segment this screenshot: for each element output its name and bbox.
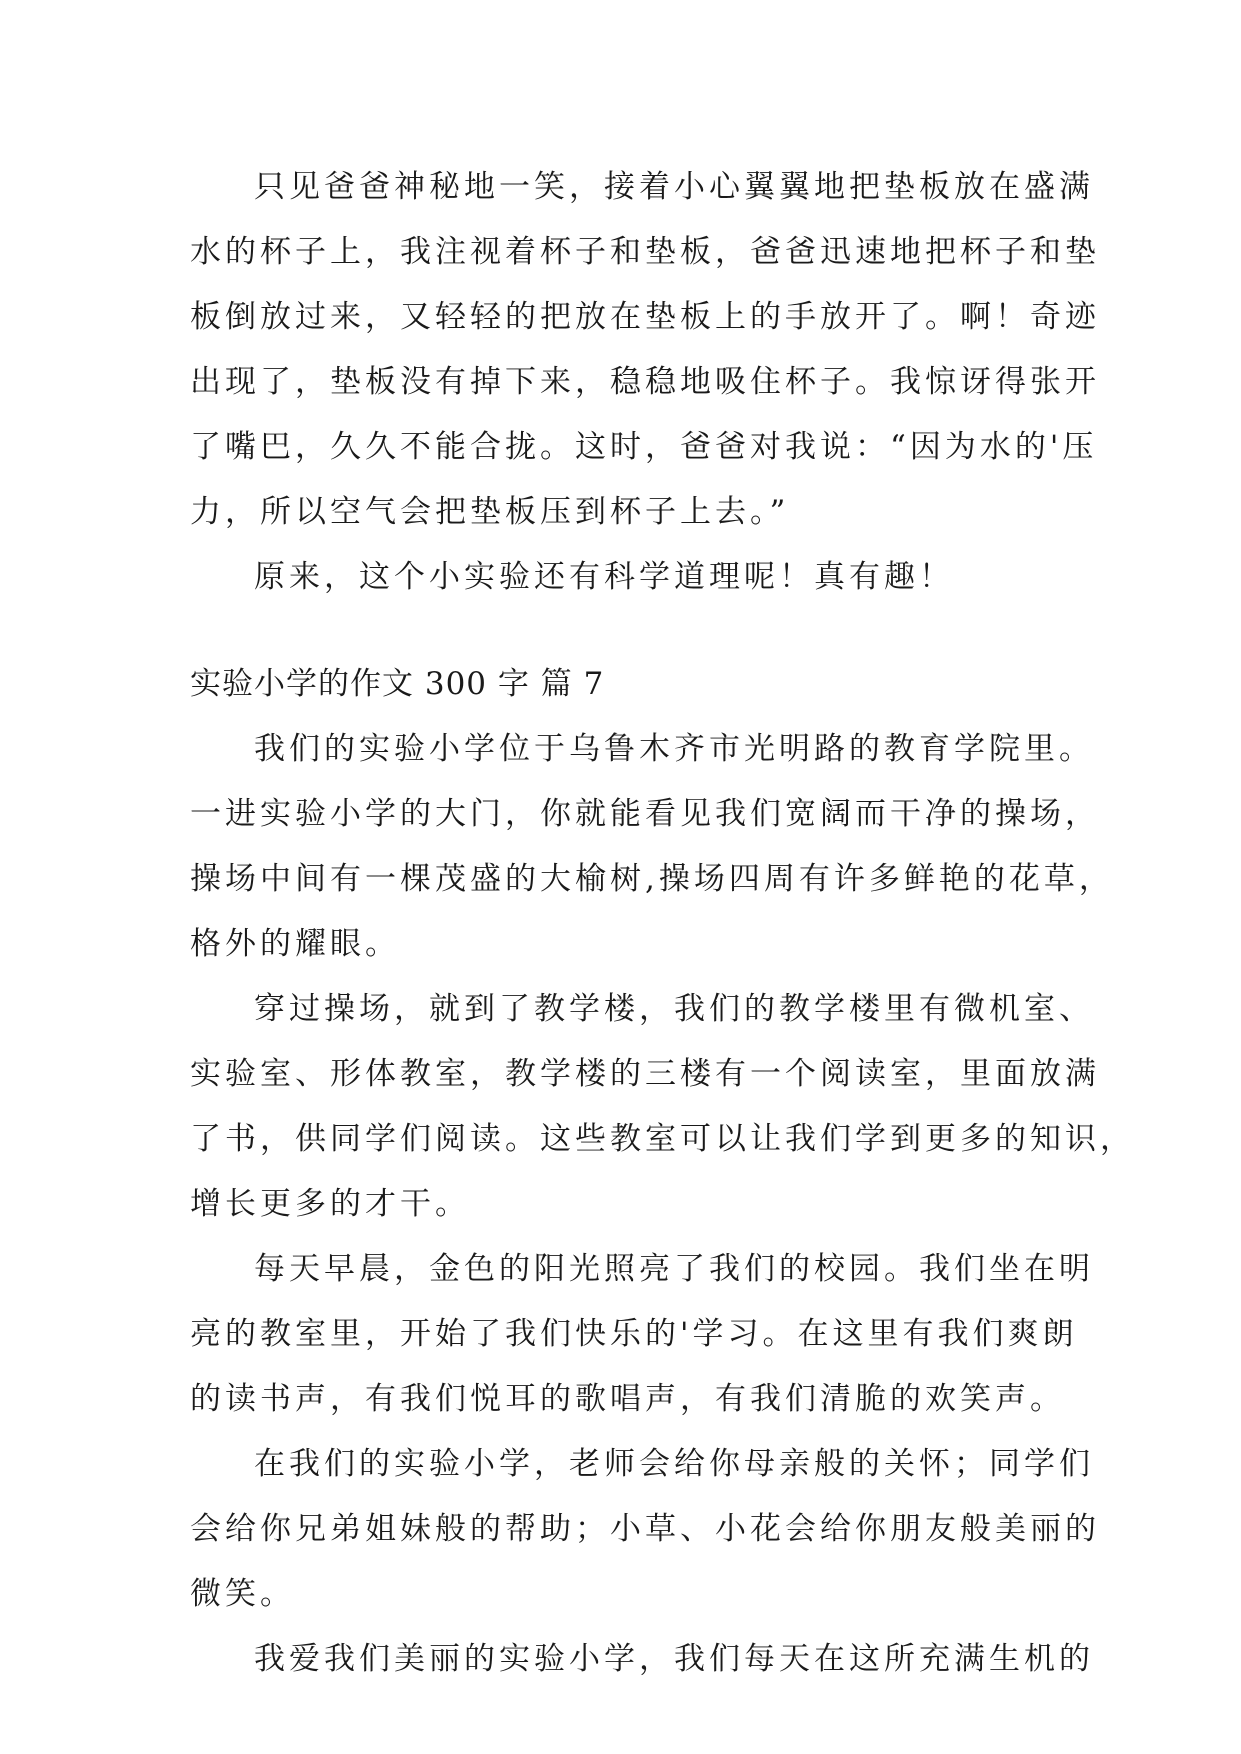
paragraph-line: 穿过操场，就到了教学楼，我们的教学楼里有微机室、 — [254, 991, 1094, 1027]
paragraph-line: 增长更多的才干。 — [190, 1186, 470, 1222]
paragraph-line: 我爱我们美丽的实验小学，我们每天在这所充满生机的 — [254, 1641, 1094, 1677]
paragraph-line: 实验室、形体教室，教学楼的三楼有一个阅读室，里面放满 — [190, 1056, 1100, 1092]
paragraph-line: 力，所以空气会把垫板压到杯子上去。” — [190, 494, 790, 530]
section-heading: 实验小学的作文 300 字 篇 7 — [190, 666, 605, 702]
paragraph-line: 原来，这个小实验还有科学道理呢！真有趣！ — [254, 559, 954, 595]
paragraph-line: 亮的教室里，开始了我们快乐的'学习。在这里有我们爽朗 — [190, 1316, 1078, 1352]
paragraph-line: 在我们的实验小学，老师会给你母亲般的关怀；同学们 — [254, 1446, 1094, 1482]
paragraph-line: 每天早晨，金色的阳光照亮了我们的校园。我们坐在明 — [254, 1251, 1094, 1287]
paragraph-line: 板倒放过来，又轻轻的把放在垫板上的手放开了。啊！奇迹 — [190, 299, 1100, 335]
paragraph-line: 出现了，垫板没有掉下来，稳稳地吸住杯子。我惊讶得张开 — [190, 364, 1100, 400]
paragraph-line: 操场中间有一棵茂盛的大榆树,操场四周有许多鲜艳的花草， — [190, 861, 1114, 897]
paragraph-line: 只见爸爸神秘地一笑，接着小心翼翼地把垫板放在盛满 — [254, 169, 1094, 205]
paragraph-line: 了嘴巴，久久不能合拢。这时，爸爸对我说：“因为水的'压 — [190, 429, 1098, 465]
paragraph-line: 我们的实验小学位于乌鲁木齐市光明路的教育学院里。 — [254, 731, 1094, 767]
paragraph-line: 水的杯子上，我注视着杯子和垫板，爸爸迅速地把杯子和垫 — [190, 234, 1100, 270]
paragraph-line: 的读书声，有我们悦耳的歌唱声，有我们清脆的欢笑声。 — [190, 1381, 1065, 1417]
paragraph-line: 微笑。 — [190, 1576, 295, 1612]
paragraph-line: 一进实验小学的大门，你就能看见我们宽阔而干净的操场， — [190, 796, 1100, 832]
paragraph-line: 会给你兄弟姐妹般的帮助；小草、小花会给你朋友般美丽的 — [190, 1511, 1100, 1547]
paragraph-line: 格外的耀眼。 — [190, 926, 400, 962]
paragraph-line: 了书，供同学们阅读。这些教室可以让我们学到更多的知识， — [190, 1121, 1135, 1157]
